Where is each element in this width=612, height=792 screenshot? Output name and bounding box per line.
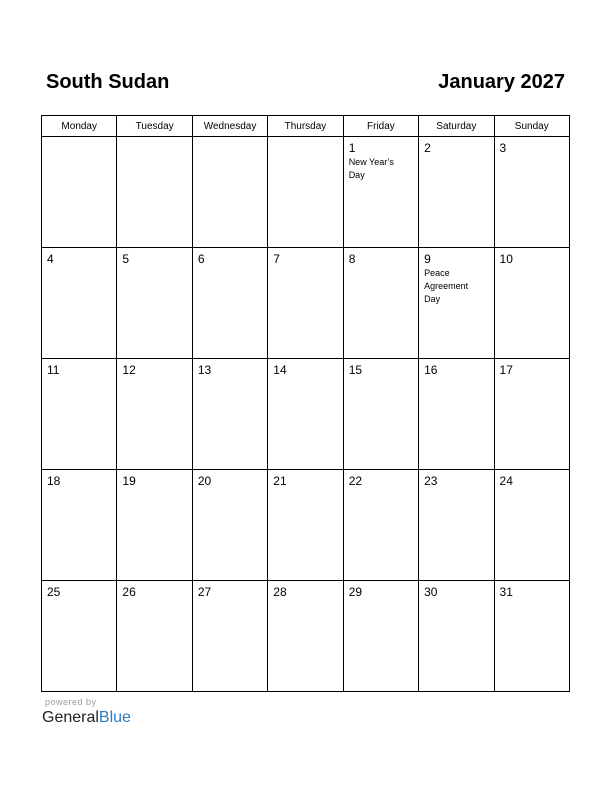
day-number: 13 (197, 363, 212, 377)
day-cell (117, 359, 192, 470)
day-cell (419, 470, 494, 581)
day-cell (42, 359, 117, 470)
day-cell (419, 137, 494, 248)
day-number: 26 (122, 585, 136, 599)
day-cell (419, 581, 494, 692)
brand-logo (42, 708, 131, 728)
day-cell (343, 248, 418, 359)
week-row (42, 137, 570, 248)
day-cell (192, 359, 267, 470)
day-cell (192, 470, 267, 581)
day-cell (42, 470, 117, 581)
footer-logo (42, 697, 131, 728)
day-number: 7 (273, 252, 280, 266)
calendar-grid (41, 115, 570, 688)
day-number: 4 (47, 252, 54, 266)
brand-blue: Blue (98, 709, 131, 726)
day-cell (494, 137, 569, 248)
day-cell (192, 248, 267, 359)
month-title: January 2027 (438, 71, 565, 93)
day-number: 3 (499, 141, 507, 155)
brand-general: General (42, 709, 99, 726)
weekday-header: Wednesday (192, 116, 267, 137)
day-cell (117, 581, 192, 692)
day-cell (42, 581, 117, 692)
weekday-header: Thursday (268, 116, 343, 137)
weekday-header: Sunday (494, 116, 569, 137)
week-row (42, 470, 570, 581)
day-cell (192, 581, 267, 692)
day-number: 23 (424, 474, 438, 488)
weekday-header: Friday (343, 116, 418, 137)
powered-by-text: powered by (45, 697, 97, 707)
calendar-body (42, 137, 570, 692)
day-number: 19 (122, 474, 136, 488)
day-number: 11 (47, 363, 60, 377)
day-number: 16 (424, 363, 438, 377)
day-cell (268, 359, 343, 470)
week-row (42, 581, 570, 692)
day-cell (117, 470, 192, 581)
day-number: 12 (122, 363, 136, 377)
day-cell (268, 248, 343, 359)
day-number: 14 (273, 363, 287, 377)
day-cell (343, 137, 418, 248)
day-cell (42, 137, 117, 248)
day-cell (494, 359, 569, 470)
day-number: 15 (348, 363, 363, 377)
day-number: 2 (424, 141, 431, 155)
country-title: South Sudan (46, 71, 170, 93)
day-cell (343, 359, 418, 470)
day-number: 29 (348, 585, 363, 599)
day-cell (343, 470, 418, 581)
day-cell (419, 248, 494, 359)
day-cell (268, 470, 343, 581)
day-cell (494, 581, 569, 692)
week-row (42, 248, 570, 359)
day-cell (268, 137, 343, 248)
calendar-table (41, 115, 570, 692)
day-number: 28 (273, 585, 287, 599)
day-cell (268, 581, 343, 692)
day-cell (117, 137, 192, 248)
weekday-header: Saturday (419, 116, 494, 137)
day-cell (42, 248, 117, 359)
holiday-label: Peace Agreement Day (424, 268, 469, 304)
day-number: 5 (122, 252, 130, 266)
holiday-label: New Year’s Day (348, 157, 394, 180)
day-cell (117, 248, 192, 359)
weekday-header: Tuesday (117, 116, 192, 137)
day-number: 8 (348, 252, 356, 266)
day-number: 30 (424, 585, 438, 599)
day-number: 10 (499, 252, 513, 266)
day-number: 1 (348, 141, 356, 155)
day-number: 25 (47, 585, 61, 599)
week-row (42, 359, 570, 470)
day-number: 31 (499, 585, 513, 599)
day-number: 18 (47, 474, 61, 488)
day-number: 9 (424, 252, 431, 266)
day-cell (419, 359, 494, 470)
day-number: 20 (197, 474, 212, 488)
day-cell (494, 470, 569, 581)
day-number: 22 (348, 474, 363, 488)
day-cell (343, 581, 418, 692)
day-number: 17 (499, 363, 513, 377)
day-number: 21 (273, 474, 287, 488)
day-number: 6 (197, 252, 205, 266)
weekday-header-row (42, 116, 570, 137)
weekday-header: Monday (42, 116, 117, 137)
day-cell (494, 248, 569, 359)
day-cell (192, 137, 267, 248)
day-number: 27 (197, 585, 212, 599)
day-number: 24 (499, 474, 513, 488)
